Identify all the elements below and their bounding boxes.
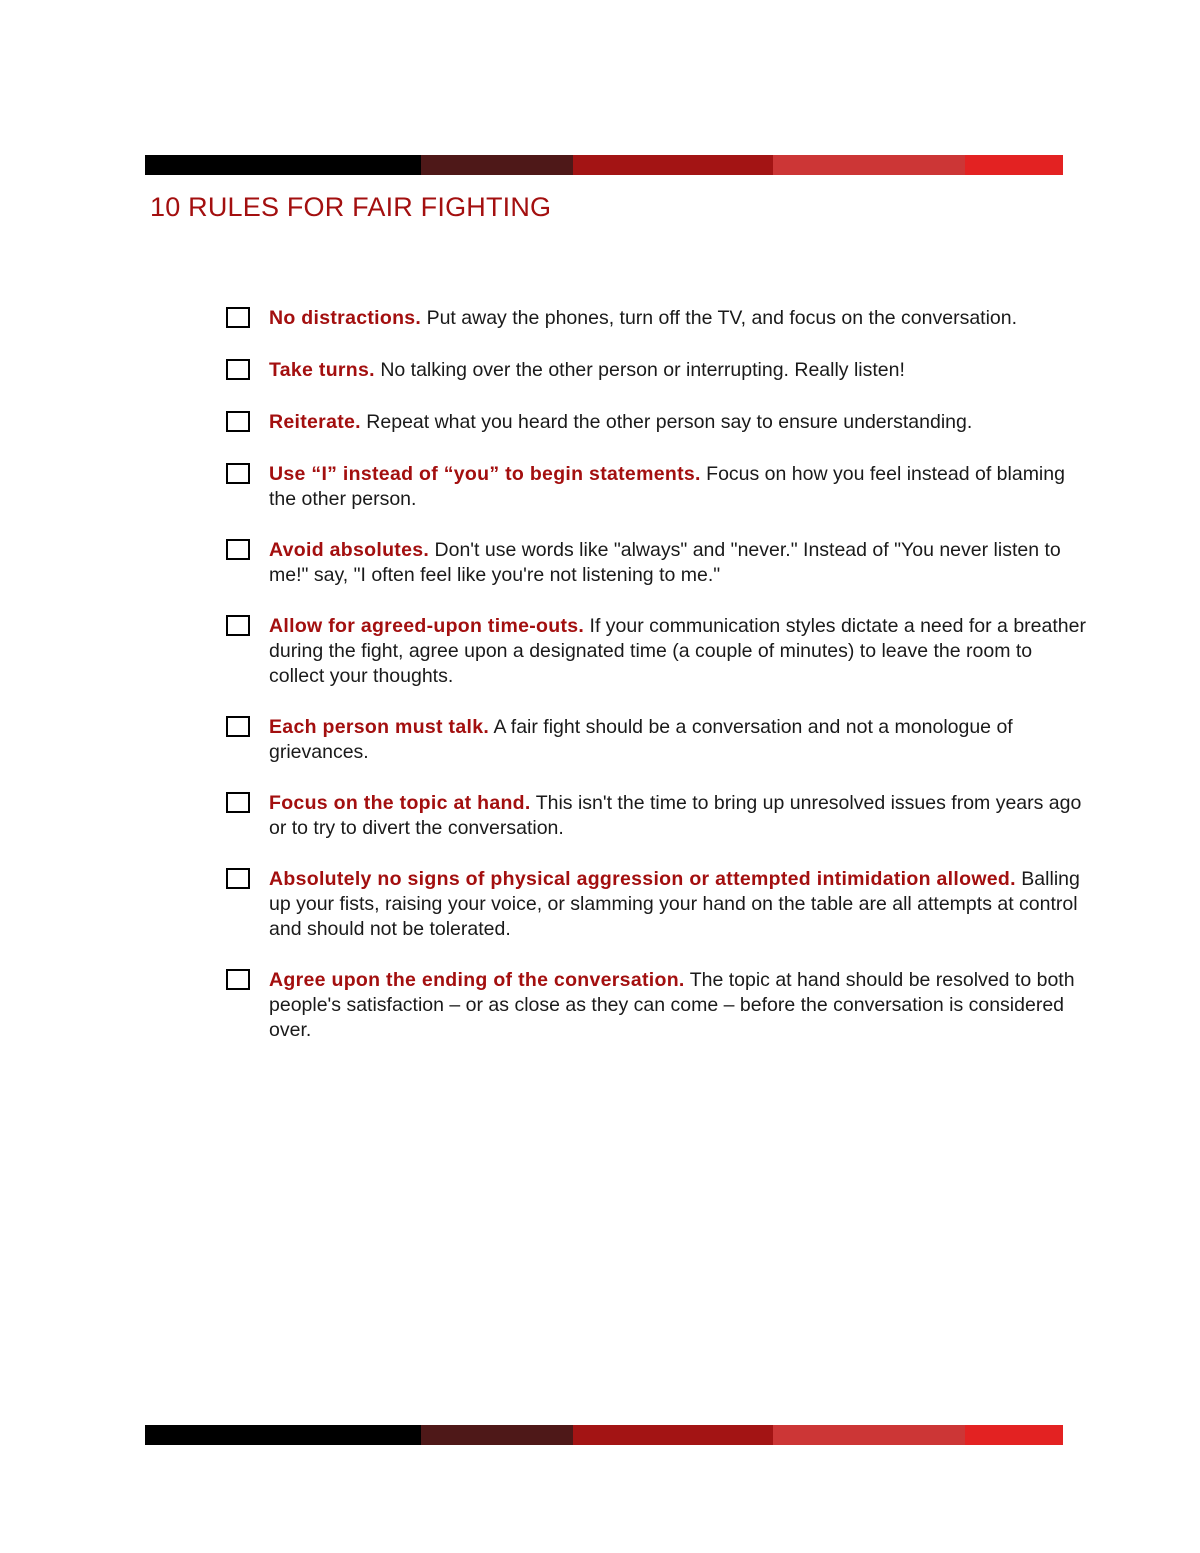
footer-color-stripe [145, 1425, 1063, 1445]
rule-item [226, 358, 1086, 383]
checkbox[interactable] [226, 539, 250, 560]
rule-item [226, 462, 1086, 512]
rule-item [226, 410, 1086, 435]
header-color-stripe [145, 155, 1063, 175]
rule-text: If your communication styles dictate a need for a breather during the fight, agree upon a designated time (a couple of minutes) to leave the room to collect your thoughts. [269, 615, 1086, 687]
stripe-segment [965, 155, 1063, 175]
stripe-segment [573, 1425, 773, 1445]
rule-title: Take turns. [269, 359, 375, 381]
page-title: 10 RULES FOR FAIR FIGHTING [150, 192, 552, 222]
stripe-segment [145, 1425, 421, 1445]
stripe-segment [145, 155, 421, 175]
rule-title: Agree upon the ending of the conversation. [269, 969, 685, 991]
stripe-segment [965, 1425, 1063, 1445]
rule-text: The topic at hand should be resolved to both people's satisfaction – or as close as they can come – before the conversation is considered over. [269, 969, 1075, 1041]
rule-title: Use “I” instead of “you” to begin statements. [269, 463, 701, 485]
checkbox[interactable] [226, 463, 250, 484]
rule-item [226, 968, 1086, 1043]
rule-text: Repeat what you heard the other person say to ensure understanding. [366, 411, 973, 433]
rule-title: Focus on the topic at hand. [269, 792, 531, 814]
stripe-segment [773, 1425, 965, 1445]
rule-text: This isn't the time to bring up unresolved issues from years ago or to try to divert the conversation. [269, 792, 1082, 839]
checkbox[interactable] [226, 868, 250, 889]
rule-item [226, 791, 1086, 841]
checkbox[interactable] [226, 969, 250, 990]
rule-item [226, 306, 1086, 331]
rule-title: No distractions. [269, 307, 422, 329]
checkbox[interactable] [226, 615, 250, 636]
checkbox[interactable] [226, 792, 250, 813]
rule-title: Allow for agreed-upon time-outs. [269, 615, 585, 637]
checkbox[interactable] [226, 359, 250, 380]
rule-title: Avoid absolutes. [269, 539, 430, 561]
checkbox[interactable] [226, 716, 250, 737]
rule-text: Focus on how you feel instead of blaming the other person. [269, 463, 1065, 510]
rules-checklist [226, 306, 1086, 1043]
stripe-segment [421, 1425, 573, 1445]
rule-title: Absolutely no signs of physical aggression or attempted intimidation allowed. [269, 868, 1016, 890]
checkbox[interactable] [226, 411, 250, 432]
stripe-segment [421, 155, 573, 175]
rule-item [226, 614, 1086, 689]
rule-text: Balling up your fists, raising your voice, or slamming your hand on the table are all attempts at control and should not be tolerated. [269, 868, 1080, 940]
rule-text: A fair fight should be a conversation and not a monologue of grievances. [269, 716, 1013, 763]
rule-title: Reiterate. [269, 411, 361, 433]
rule-item [226, 538, 1086, 588]
stripe-segment [573, 155, 773, 175]
rule-item [226, 715, 1086, 765]
rule-text: Don't use words like "always" and "never." Instead of "You never listen to me!" say, "I often feel like you're not listening to me." [269, 539, 1061, 586]
rule-text: No talking over the other person or interrupting. Really listen! [380, 359, 905, 381]
stripe-segment [773, 155, 965, 175]
rule-text: Put away the phones, turn off the TV, and focus on the conversation. [426, 307, 1018, 329]
rule-item [226, 867, 1086, 942]
checkbox[interactable] [226, 307, 250, 328]
rule-title: Each person must talk. [269, 716, 490, 738]
